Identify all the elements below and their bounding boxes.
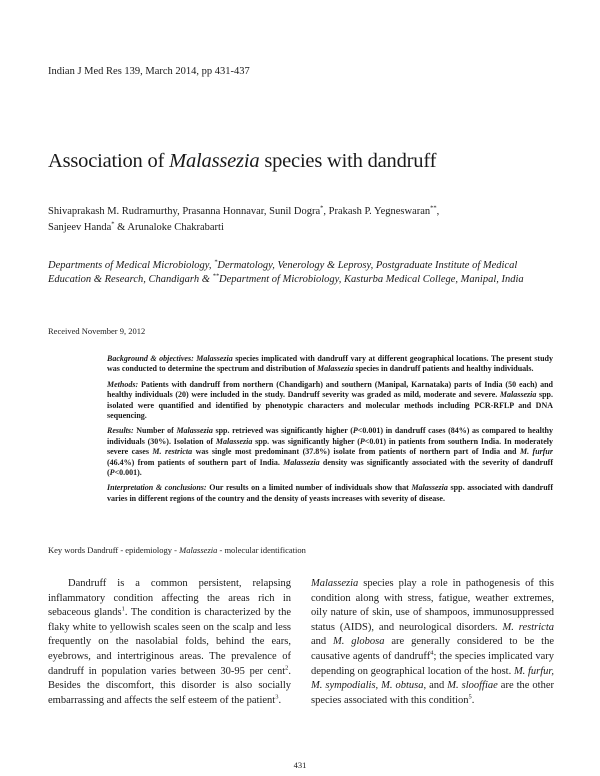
citation-ref: 1 xyxy=(121,605,125,613)
italic-run: Malassezia xyxy=(311,578,359,589)
section-label: Methods: xyxy=(107,379,139,389)
text-run: <0.001) in dandruff cases (84%) as compared to healthy individuals (30%). Isolation of xyxy=(107,426,553,446)
citation-ref: 5 xyxy=(468,693,472,701)
italic-run: M. furfur xyxy=(519,447,553,457)
text-run: . xyxy=(471,694,475,706)
italic-run: Malassezia xyxy=(283,457,320,467)
text-run: Our results on a limited number of individuals show that xyxy=(206,483,412,493)
journal-citation: Indian J Med Res 139, March 2014, pp 431-437 xyxy=(48,66,250,77)
received-date: Received November 9, 2012 xyxy=(48,326,146,336)
text-run: density was significantly associated with the severity of dandruff ( xyxy=(107,457,553,478)
citation-ref: 4 xyxy=(430,649,434,657)
text-run: ; the species implicated vary depending on geographical location of the host. xyxy=(311,650,554,677)
italic-run: Malassezia xyxy=(196,354,233,363)
citation-ref: 2 xyxy=(285,664,289,672)
italic-run: M. restricta xyxy=(502,621,554,633)
abstract-conclusions xyxy=(107,483,553,504)
affiliations xyxy=(48,259,560,287)
italic-run: Malassezia xyxy=(317,364,354,374)
affiliation-marker: * xyxy=(214,258,218,266)
affiliation-marker: * xyxy=(111,220,115,228)
italic-run: Malassezia xyxy=(176,426,213,436)
text-run: species implicated with dandruff vary at different geographical locations. The present study was conducted to determine the spectrum and distribution of xyxy=(107,354,553,374)
text-run: - molecular identification xyxy=(217,545,306,555)
author-text: Shivaprakash M. Rudramurthy, Prasanna Honnavar, Sunil Dogra xyxy=(48,206,321,217)
text-run: are the other species associated with this condition xyxy=(311,680,554,706)
author-text: , xyxy=(436,206,440,217)
text-run: Patients with dandruff from northern (Chandigarh) and southern (Manipal, Karnataka) parts of India (50 each) and healthy individuals (20) were included in the study. Dandruff severity was graded as mild, moderate and severe. xyxy=(107,379,553,400)
italic-run: M. restricta xyxy=(152,447,193,457)
title-part: species with dandruff xyxy=(259,150,437,172)
affiliation-text: Department of Microbiology, Kasturba Medical College, Manipal, India xyxy=(219,274,524,285)
affiliation-text: Departments of Medical Microbiology, xyxy=(48,260,215,271)
title-part: Association of xyxy=(48,150,170,172)
text-run: <0.01) in patients from southern India. In moderately severe cases xyxy=(107,436,553,457)
text-run: spp. retrieved was significantly higher ( xyxy=(212,426,353,436)
text-run: and xyxy=(311,636,334,648)
affiliation-marker: * xyxy=(320,204,324,212)
keywords-label: Key words xyxy=(48,545,86,555)
text-run: Dandruff is a common persistent, relapsing inflammatory condition affecting the areas rich in sebaceous glands xyxy=(48,578,291,619)
text-run: species play a role in pathogenesis of this condition along with stress, fatigue, weather extremes, oily nature of skin, use of shampoos, immunosuppressed status (AIDS), and neurological disorders. xyxy=(311,578,554,633)
text-run: . The condition is characterized by the flaky white to yellowish scales seen on the scalp and less frequently on the nasolabial folds, behind the ears, eyebrows, and intertriginous areas. The prevalence of dandruff in population varies between 30-95 per cent xyxy=(48,607,291,677)
body-column-left xyxy=(48,577,291,708)
text-run: spp. associated with dandruff varies in different regions of the country and the density of yeasts increases with severity of disease. xyxy=(107,483,553,503)
abstract-results xyxy=(107,426,553,478)
section-label: Background & objectives: xyxy=(107,354,194,363)
italic-run: P xyxy=(352,426,358,436)
title-genus: Malassezia xyxy=(169,150,260,172)
italic-run: M. slooffiae xyxy=(447,680,498,692)
section-label: Interpretation & conclusions: xyxy=(107,483,207,493)
citation-ref: 3 xyxy=(275,693,279,701)
text-run: (46.4%) from patients of southern part of India. xyxy=(107,457,284,467)
italic-run: P xyxy=(109,468,115,478)
text-run: Number of xyxy=(133,426,177,436)
italic-run: Malassezia xyxy=(499,390,537,400)
text-run: species in dandruff patients and healthy individuals. xyxy=(353,364,534,374)
author-list xyxy=(48,204,518,236)
text-run: . xyxy=(278,694,282,706)
text-run: spp. was significantly higher ( xyxy=(252,436,360,446)
text-run: Dandruff - epidemiology - xyxy=(85,545,180,555)
intro-paragraph xyxy=(311,577,554,708)
section-label: Results: xyxy=(107,426,134,436)
italic-run: M. globosa xyxy=(333,636,385,648)
intro-paragraph xyxy=(48,577,291,708)
author-text: & Arunaloke Chakrabarti xyxy=(114,222,224,233)
abstract xyxy=(107,354,553,509)
italic-run: Malassezia xyxy=(215,436,253,446)
body-column-right xyxy=(311,577,554,708)
italic-run: P xyxy=(359,436,365,446)
text-run: <0.001). xyxy=(114,468,142,478)
author-text: Sanjeev Handa xyxy=(48,222,112,233)
text-run: was single most predominant (37.8%) isolate from patients of northern part of India and xyxy=(192,447,520,457)
article-title xyxy=(48,150,436,173)
affiliation-text: Dermatology, Venerology & Leprosy, Postgraduate Institute of Medical Education & Research, Chandigarh & xyxy=(48,260,518,285)
author-text: , Prakash P. Yegneswaran xyxy=(323,206,431,217)
italic-run: Malassezia xyxy=(179,545,218,555)
keywords xyxy=(48,545,306,555)
italic-run: Malassezia xyxy=(411,483,448,493)
text-run: , and xyxy=(423,680,448,692)
abstract-background xyxy=(107,354,553,375)
italic-run: M. furfur, M. sympodialis, M. obtusa xyxy=(311,665,554,692)
text-run: are generally considered to be the causative agents of dandruff xyxy=(311,636,554,662)
text-run: . Besides the discomfort, this disorder is also socially embarrassing and affects the self esteem of the patient xyxy=(48,665,291,706)
page-number: 431 xyxy=(293,760,307,770)
affiliation-marker: ** xyxy=(212,272,219,280)
text-run: spp. isolated were quantified and identified by phenotypic characters and molecular methods including PCR-RFLP and DNA sequencing. xyxy=(107,390,553,421)
affiliation-marker: ** xyxy=(430,204,437,212)
abstract-methods xyxy=(107,380,553,422)
